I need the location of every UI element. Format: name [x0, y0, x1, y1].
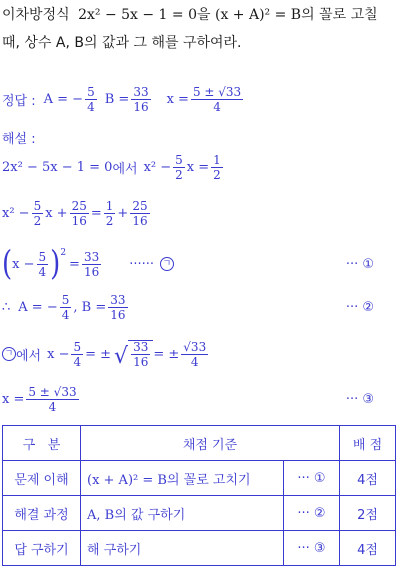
solution-line-4 [2, 288, 396, 326]
answer-x-fraction [191, 86, 243, 113]
s6-mark: ··· ③ [345, 391, 374, 407]
s2-f1 [32, 200, 44, 227]
table-row [3, 531, 396, 566]
s4-b: , B = [73, 299, 107, 315]
answer-b-num: 33 [133, 84, 149, 99]
solution-line-2 [2, 196, 152, 230]
s2-f3-den: 2 [105, 213, 114, 228]
answer-line [2, 82, 245, 116]
s6-den: 4 [48, 399, 57, 414]
answer-b-text: B = [104, 91, 130, 107]
s3-left: x − [12, 256, 35, 272]
answer-x-text: x = [166, 91, 189, 107]
row-criteria: 해 구하기 [81, 531, 284, 566]
s3-f-num: 5 [38, 249, 47, 264]
s3-f-den: 4 [38, 264, 47, 279]
row-criteria: A, B의 값 구하기 [81, 496, 284, 531]
answer-x-num: 5 ± √33 [192, 84, 242, 99]
solution-line-6 [2, 380, 396, 418]
grading-table [2, 425, 396, 566]
answer-b-fraction [131, 86, 150, 113]
row-mark: ··· ③ [284, 531, 340, 566]
s5-s-den: 16 [133, 355, 149, 369]
answer-x-den: 4 [213, 99, 221, 114]
question-mid: 을 [197, 7, 211, 23]
solution-line-3 [2, 244, 396, 284]
s5-s-num: 33 [133, 340, 149, 354]
s5-sqrt [114, 340, 153, 368]
s5-text: 에서 [16, 348, 42, 364]
row-category: 문제 이해 [3, 461, 81, 496]
question-suffix: 의 꼴로 고칠 [301, 7, 378, 23]
s5-r [181, 341, 208, 368]
s2-f4 [130, 200, 149, 227]
s5-ref-circle: ㄱ [2, 347, 16, 361]
header-score: 배 점 [340, 426, 396, 461]
s2-eq: = [90, 205, 102, 221]
row-score: 2점 [340, 496, 396, 531]
header-criteria: 채점 기준 [81, 426, 340, 461]
s2-f3-num: 1 [105, 198, 114, 213]
s2-f4-num: 25 [132, 198, 148, 213]
s4-mark: ··· ② [345, 299, 374, 315]
table-row [3, 496, 396, 531]
row-category: 해결 과정 [3, 496, 81, 531]
s3-square: 2 [60, 248, 67, 258]
s2-f2-num: 25 [71, 198, 87, 213]
table-row [3, 461, 396, 496]
s3-close-paren: ) [50, 244, 61, 284]
s2-b: x + [45, 205, 68, 221]
s1-x2: x² − [143, 159, 172, 175]
s5-f [71, 341, 83, 368]
s3-dots: ······ [129, 256, 155, 272]
s2-a: x² − [2, 205, 30, 221]
s3-open-paren: ( [2, 244, 13, 284]
answer-a-text: A = − [43, 91, 84, 107]
row-mark: ··· ① [284, 461, 340, 496]
solution-line-1 [2, 150, 225, 184]
s4-therefore: ∴ [2, 299, 11, 315]
answer-a-fraction [85, 86, 97, 113]
s1-rhs-num: 1 [213, 152, 221, 167]
s2-f2 [70, 200, 89, 227]
answer-label: 정답 : [2, 93, 36, 109]
s4-b-frac [108, 294, 127, 321]
s3-r [82, 251, 101, 278]
s3-f [37, 251, 49, 278]
row-category: 답 구하기 [3, 531, 81, 566]
s5-radical-sign: √ [114, 344, 129, 369]
s4-a-frac [60, 294, 72, 321]
s5-f-num: 5 [73, 339, 82, 354]
s2-f3 [104, 200, 116, 227]
s6-num: 5 ± √33 [28, 384, 77, 399]
s5-f-den: 4 [73, 354, 82, 369]
s2-f1-den: 2 [33, 213, 42, 228]
s1-frac [173, 154, 185, 181]
question-equation: 2x² − 5x − 1 = 0 [78, 7, 198, 23]
s2-f4-den: 16 [132, 213, 148, 228]
s4-a: A = − [18, 299, 58, 315]
s1-frac-den: 2 [175, 167, 183, 182]
s5-x: x − [47, 346, 70, 362]
s1-eq: 2x² − 5x − 1 = 0 [2, 159, 113, 175]
solution-label: 해설 : [2, 131, 36, 147]
header-category: 구 분 [3, 426, 81, 461]
answer-a-num: 5 [87, 84, 95, 99]
solution-line-5 [2, 334, 210, 374]
question-line-1 [2, 4, 378, 26]
s1-rhs-den: 2 [213, 167, 221, 182]
row-mark: ··· ② [284, 496, 340, 531]
s3-r-num: 33 [83, 249, 100, 264]
s3-r-den: 16 [83, 264, 100, 279]
s2-f2-den: 16 [71, 213, 87, 228]
answer-b-den: 16 [133, 99, 149, 114]
s5-s [131, 341, 150, 368]
question-form: (x + A)² = B [215, 7, 302, 23]
s5-r-num: √33 [183, 339, 207, 354]
s2-f1-num: 5 [33, 198, 42, 213]
question-prefix: 이차방정식 [2, 7, 70, 23]
question-line-2: 때, 상수 A, B의 값과 그 해를 구하여라. [2, 35, 242, 51]
s6-frac [26, 386, 78, 413]
s1-mid: 에서 [112, 161, 138, 177]
s5-r-den: 4 [190, 354, 199, 369]
s3-label-circle: ㄱ [160, 257, 174, 271]
answer-a-den: 4 [87, 99, 95, 114]
s4-b-num: 33 [110, 292, 126, 307]
s1-frac-num: 5 [175, 152, 183, 167]
s4-a-num: 5 [61, 292, 70, 307]
s2-plus: + [117, 205, 129, 221]
row-criteria: (x + A)² = B의 꼴로 고치기 [81, 461, 284, 496]
row-score: 4점 [340, 461, 396, 496]
s5-pm2: = ± [153, 346, 180, 362]
s4-a-den: 4 [61, 307, 70, 322]
table-header-row [3, 426, 396, 461]
s3-eq: = [69, 256, 80, 272]
s1-rhs [211, 154, 223, 181]
s3-mark: ··· ① [345, 256, 374, 272]
s5-pm: = ± [85, 346, 112, 362]
row-score: 4점 [340, 531, 396, 566]
s4-b-den: 16 [110, 307, 126, 322]
s1-x: x = [186, 159, 210, 175]
s6-x: x = [2, 391, 25, 407]
